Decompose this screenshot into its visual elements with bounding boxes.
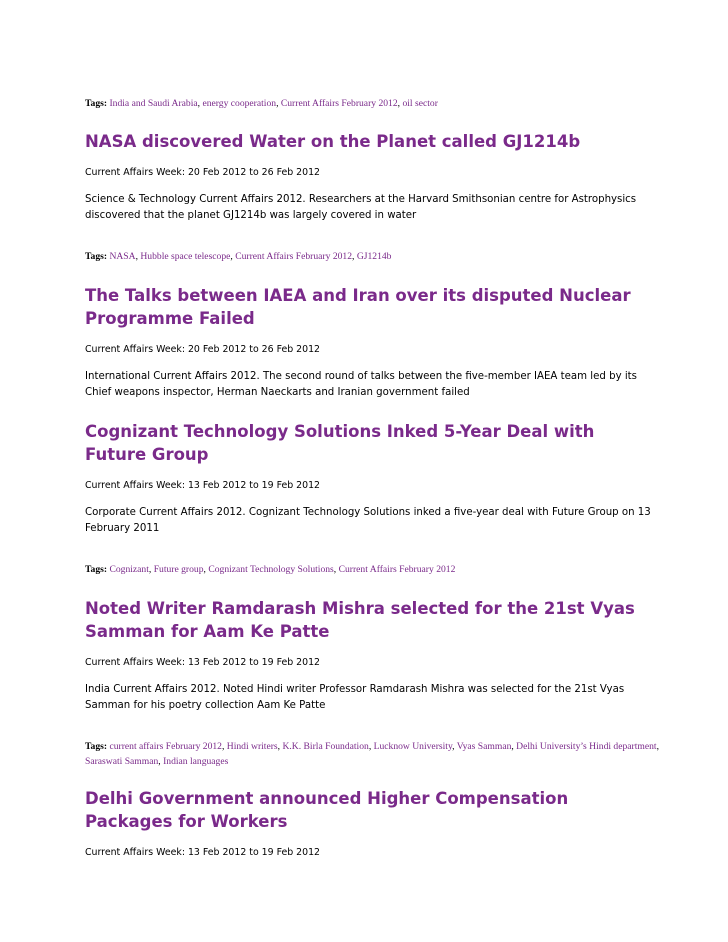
tag-link[interactable]: Lucknow University bbox=[373, 740, 453, 752]
article-title[interactable]: Cognizant Technology Solutions Inked 5-Year Deal with Future Group bbox=[85, 421, 595, 464]
article-list bbox=[85, 96, 660, 860]
tags-label: Tags: bbox=[85, 740, 108, 752]
tags-line: Tags: Cognizant, Future group, Cognizant Technology Solutions, Current Affairs February 2012 bbox=[85, 563, 456, 575]
tags-line: Tags: NASA, Hubble space telescope, Current Affairs February 2012, GJ1214b bbox=[85, 250, 392, 262]
tag-link[interactable]: Indian languages bbox=[163, 755, 229, 767]
tag-link[interactable]: India and Saudi Arabia bbox=[109, 98, 198, 109]
tag-link[interactable]: oil sector bbox=[402, 98, 438, 109]
article-week: Current Affairs Week: 20 Feb 2012 to 26 Feb 2012 bbox=[85, 166, 321, 178]
tag-link[interactable]: Vyas Samman bbox=[456, 740, 512, 752]
article-summary: International Current Affairs 2012. The second round of talks between the five-member IAEA team led by its Chief weapons inspector, Herman Naeckarts and Iranian government failed bbox=[85, 370, 637, 398]
tag-link[interactable]: Current Affairs February 2012 bbox=[338, 563, 456, 575]
article-title[interactable]: NASA discovered Water on the Planet called GJ1214b bbox=[85, 132, 581, 151]
tag-link[interactable]: energy cooperation bbox=[202, 98, 277, 109]
article-week: Current Affairs Week: 20 Feb 2012 to 26 Feb 2012 bbox=[85, 343, 321, 355]
tags-label: Tags: bbox=[85, 563, 108, 575]
tags-label: Tags: bbox=[85, 250, 108, 262]
article-week: Current Affairs Week: 13 Feb 2012 to 19 Feb 2012 bbox=[85, 846, 321, 858]
article-title[interactable]: The Talks between IAEA and Iran over its disputed Nuclear Programme Failed bbox=[85, 285, 631, 328]
article-title[interactable]: Delhi Government announced Higher Compensation Packages for Workers bbox=[85, 788, 569, 831]
tag-link[interactable]: Hindi writers bbox=[226, 740, 278, 752]
article-week: Current Affairs Week: 13 Feb 2012 to 19 Feb 2012 bbox=[85, 479, 321, 491]
tag-link[interactable]: current affairs February 2012 bbox=[109, 740, 222, 752]
tag-link[interactable]: K.K. Birla Foundation bbox=[282, 740, 369, 752]
tag-link[interactable]: Current Affairs February 2012 bbox=[280, 98, 398, 109]
article-summary: Corporate Current Affairs 2012. Cognizant Technology Solutions inked a five-year deal with Future Group on 13 February 2011 bbox=[85, 506, 651, 534]
article-week: Current Affairs Week: 13 Feb 2012 to 19 Feb 2012 bbox=[85, 656, 321, 668]
article-summary: Science & Technology Current Affairs 2012. Researchers at the Harvard Smithsonian centre for Astrophysics discovered that the planet GJ1214b was largely covered in water bbox=[85, 193, 637, 221]
tag-link[interactable]: Hubble space telescope bbox=[140, 250, 231, 262]
tags-label: Tags: bbox=[85, 98, 108, 109]
article-title[interactable]: Noted Writer Ramdarash Mishra selected for the 21st Vyas Samman for Aam Ke Patte bbox=[85, 598, 635, 641]
article-summary: India Current Affairs 2012. Noted Hindi writer Professor Ramdarash Mishra was selected for the 21st Vyas Samman for his poetry collection Aam Ke Patte bbox=[85, 683, 625, 711]
tag-link[interactable]: Saraswati Samman bbox=[85, 755, 159, 767]
tag-link[interactable]: Cognizant Technology Solutions bbox=[208, 563, 334, 575]
tag-link[interactable]: NASA bbox=[109, 250, 136, 262]
tags-line: Tags: India and Saudi Arabia, energy cooperation, Current Affairs February 2012, oil sector bbox=[85, 98, 438, 109]
tag-link[interactable]: Delhi University’s Hindi department bbox=[516, 740, 657, 752]
tag-link[interactable]: GJ1214b bbox=[356, 250, 392, 262]
tags-line: Tags: current affairs February 2012, Hindi writers, K.K. Birla Foundation, Lucknow University, Vyas Samman, Delhi University’s Hindi department, Saraswati Samman, Indian languages bbox=[85, 740, 659, 767]
tag-link[interactable]: Future group bbox=[153, 563, 204, 575]
tag-link[interactable]: Cognizant bbox=[109, 563, 149, 575]
tag-link[interactable]: Current Affairs February 2012 bbox=[235, 250, 353, 262]
